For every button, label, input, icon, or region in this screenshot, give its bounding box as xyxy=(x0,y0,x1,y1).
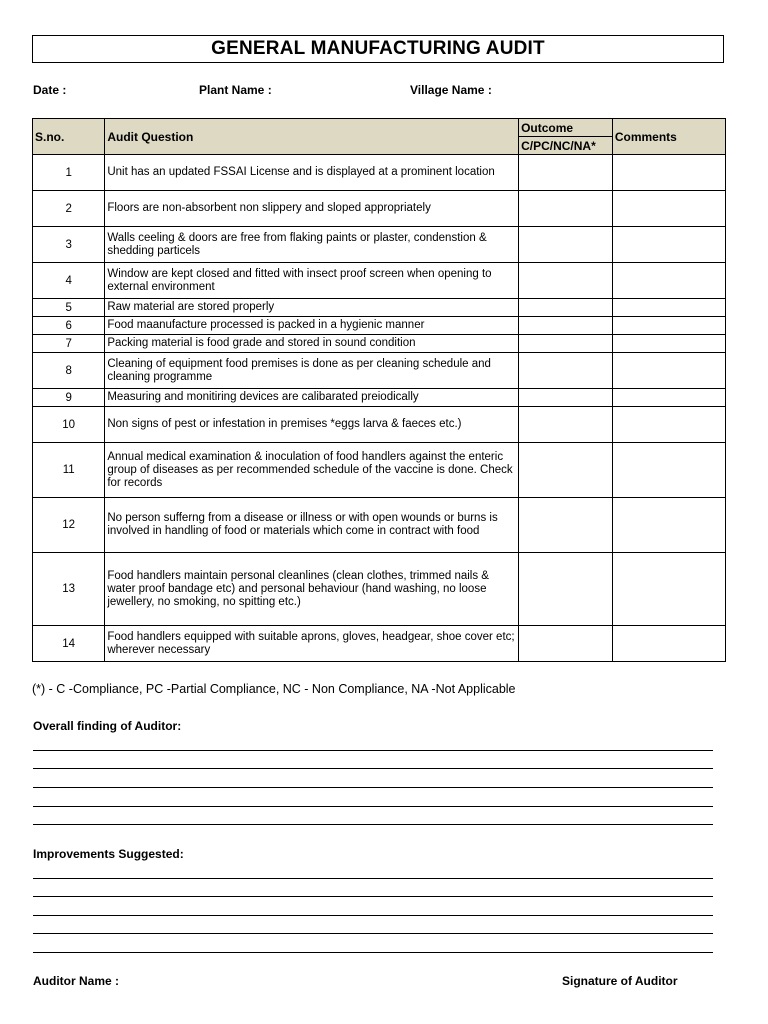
row-question: Annual medical examination & inoculation of food handlers against the enteric group of diseases as per recommended schedule of the vaccine is done. Check for records xyxy=(105,443,519,498)
comments-cell[interactable] xyxy=(612,299,725,317)
outcome-cell[interactable] xyxy=(519,443,613,498)
auditor-name-label: Auditor Name : xyxy=(33,974,120,988)
outcome-cell[interactable] xyxy=(519,227,613,263)
row-sno: 4 xyxy=(33,263,105,299)
table-row xyxy=(33,353,726,389)
row-question: Raw material are stored properly xyxy=(105,299,519,317)
table-row xyxy=(33,335,726,353)
row-sno: 1 xyxy=(33,155,105,191)
page-title xyxy=(32,35,724,63)
table-row xyxy=(33,553,726,626)
row-question: Unit has an updated FSSAI License and is displayed at a prominent location xyxy=(105,155,519,191)
outcome-cell[interactable] xyxy=(519,626,613,662)
outcome-cell[interactable] xyxy=(519,389,613,407)
header-outcome-codes: C/PC/NC/NA* xyxy=(519,137,613,155)
row-question: Non signs of pest or infestation in premises *eggs larva & faeces etc.) xyxy=(105,407,519,443)
row-question: Packing material is food grade and stored in sound condition xyxy=(105,335,519,353)
comments-cell[interactable] xyxy=(612,626,725,662)
comments-cell[interactable] xyxy=(612,191,725,227)
row-question: Window are kept closed and fitted with insect proof screen when opening to external environment xyxy=(105,263,519,299)
row-question: Food handlers equipped with suitable aprons, gloves, headgear, shoe cover etc; wherever necessary xyxy=(105,626,519,662)
comments-cell[interactable] xyxy=(612,443,725,498)
header-outcome: Outcome xyxy=(519,119,613,137)
outcome-cell[interactable] xyxy=(519,553,613,626)
table-row xyxy=(33,227,726,263)
row-sno: 6 xyxy=(33,317,105,335)
outcome-cell[interactable] xyxy=(519,335,613,353)
comments-cell[interactable] xyxy=(612,389,725,407)
table-row xyxy=(33,263,726,299)
signature-label: Signature of Auditor xyxy=(562,974,678,988)
table-row xyxy=(33,389,726,407)
improvements-label: Improvements Suggested: xyxy=(33,847,184,861)
title-text: GENERAL MANUFACTURING AUDIT xyxy=(211,38,545,59)
improvements-line[interactable] xyxy=(33,915,713,916)
overall-finding-label: Overall finding of Auditor: xyxy=(33,719,182,733)
row-question: Food handlers maintain personal cleanlines (clean clothes, trimmed nails & water proof bandage etc) and personal behaviour (hand washing, no loose jewellery, no smoking, no spitting etc.) xyxy=(105,553,519,626)
comments-cell[interactable] xyxy=(612,407,725,443)
table-row xyxy=(33,407,726,443)
overall-finding-line[interactable] xyxy=(33,787,713,788)
comments-cell[interactable] xyxy=(612,317,725,335)
row-sno: 7 xyxy=(33,335,105,353)
row-sno: 12 xyxy=(33,498,105,553)
row-sno: 3 xyxy=(33,227,105,263)
row-sno: 9 xyxy=(33,389,105,407)
row-question: Walls ceeling & doors are free from flaking paints or plaster, condenstion & shedding particels xyxy=(105,227,519,263)
overall-finding-line[interactable] xyxy=(33,806,713,807)
table-row xyxy=(33,498,726,553)
comments-cell[interactable] xyxy=(612,335,725,353)
outcome-legend: (*) - C -Compliance, PC -Partial Compliance, NC - Non Compliance, NA -Not Applicable xyxy=(32,682,516,696)
comments-cell[interactable] xyxy=(612,263,725,299)
outcome-cell[interactable] xyxy=(519,407,613,443)
table-row xyxy=(33,155,726,191)
table-row xyxy=(33,191,726,227)
row-question: Measuring and monitiring devices are calibarated preiodically xyxy=(105,389,519,407)
date-label: Date : xyxy=(33,83,67,97)
header-question: Audit Question xyxy=(105,119,519,155)
outcome-cell[interactable] xyxy=(519,155,613,191)
improvements-line[interactable] xyxy=(33,933,713,934)
outcome-cell[interactable] xyxy=(519,498,613,553)
row-question: Food maanufacture processed is packed in a hygienic manner xyxy=(105,317,519,335)
row-sno: 14 xyxy=(33,626,105,662)
audit-table xyxy=(32,118,726,662)
table-row xyxy=(33,443,726,498)
row-sno: 8 xyxy=(33,353,105,389)
outcome-cell[interactable] xyxy=(519,317,613,335)
overall-finding-line[interactable] xyxy=(33,824,713,825)
row-sno: 2 xyxy=(33,191,105,227)
improvements-line[interactable] xyxy=(33,952,713,953)
overall-finding-line[interactable] xyxy=(33,768,713,769)
comments-cell[interactable] xyxy=(612,353,725,389)
table-row xyxy=(33,626,726,662)
improvements-line[interactable] xyxy=(33,896,713,897)
overall-finding-line[interactable] xyxy=(33,750,713,751)
improvements-line[interactable] xyxy=(33,878,713,879)
comments-cell[interactable] xyxy=(612,227,725,263)
row-question: Floors are non-absorbent non slippery and sloped appropriately xyxy=(105,191,519,227)
header-comments: Comments xyxy=(612,119,725,155)
plant-name-label: Plant Name : xyxy=(199,83,272,97)
comments-cell[interactable] xyxy=(612,155,725,191)
table-row xyxy=(33,317,726,335)
outcome-cell[interactable] xyxy=(519,263,613,299)
row-sno: 13 xyxy=(33,553,105,626)
header-sno: S.no. xyxy=(33,119,105,155)
row-question: Cleaning of equipment food premises is done as per cleaning schedule and cleaning programme xyxy=(105,353,519,389)
outcome-cell[interactable] xyxy=(519,353,613,389)
outcome-cell[interactable] xyxy=(519,299,613,317)
outcome-cell[interactable] xyxy=(519,191,613,227)
comments-cell[interactable] xyxy=(612,498,725,553)
row-sno: 5 xyxy=(33,299,105,317)
row-question: No person sufferng from a disease or illness or with open wounds or burns is involved in handling of food or materials which come in contract with food xyxy=(105,498,519,553)
village-name-label: Village Name : xyxy=(410,83,492,97)
row-sno: 10 xyxy=(33,407,105,443)
table-row xyxy=(33,299,726,317)
comments-cell[interactable] xyxy=(612,553,725,626)
row-sno: 11 xyxy=(33,443,105,498)
